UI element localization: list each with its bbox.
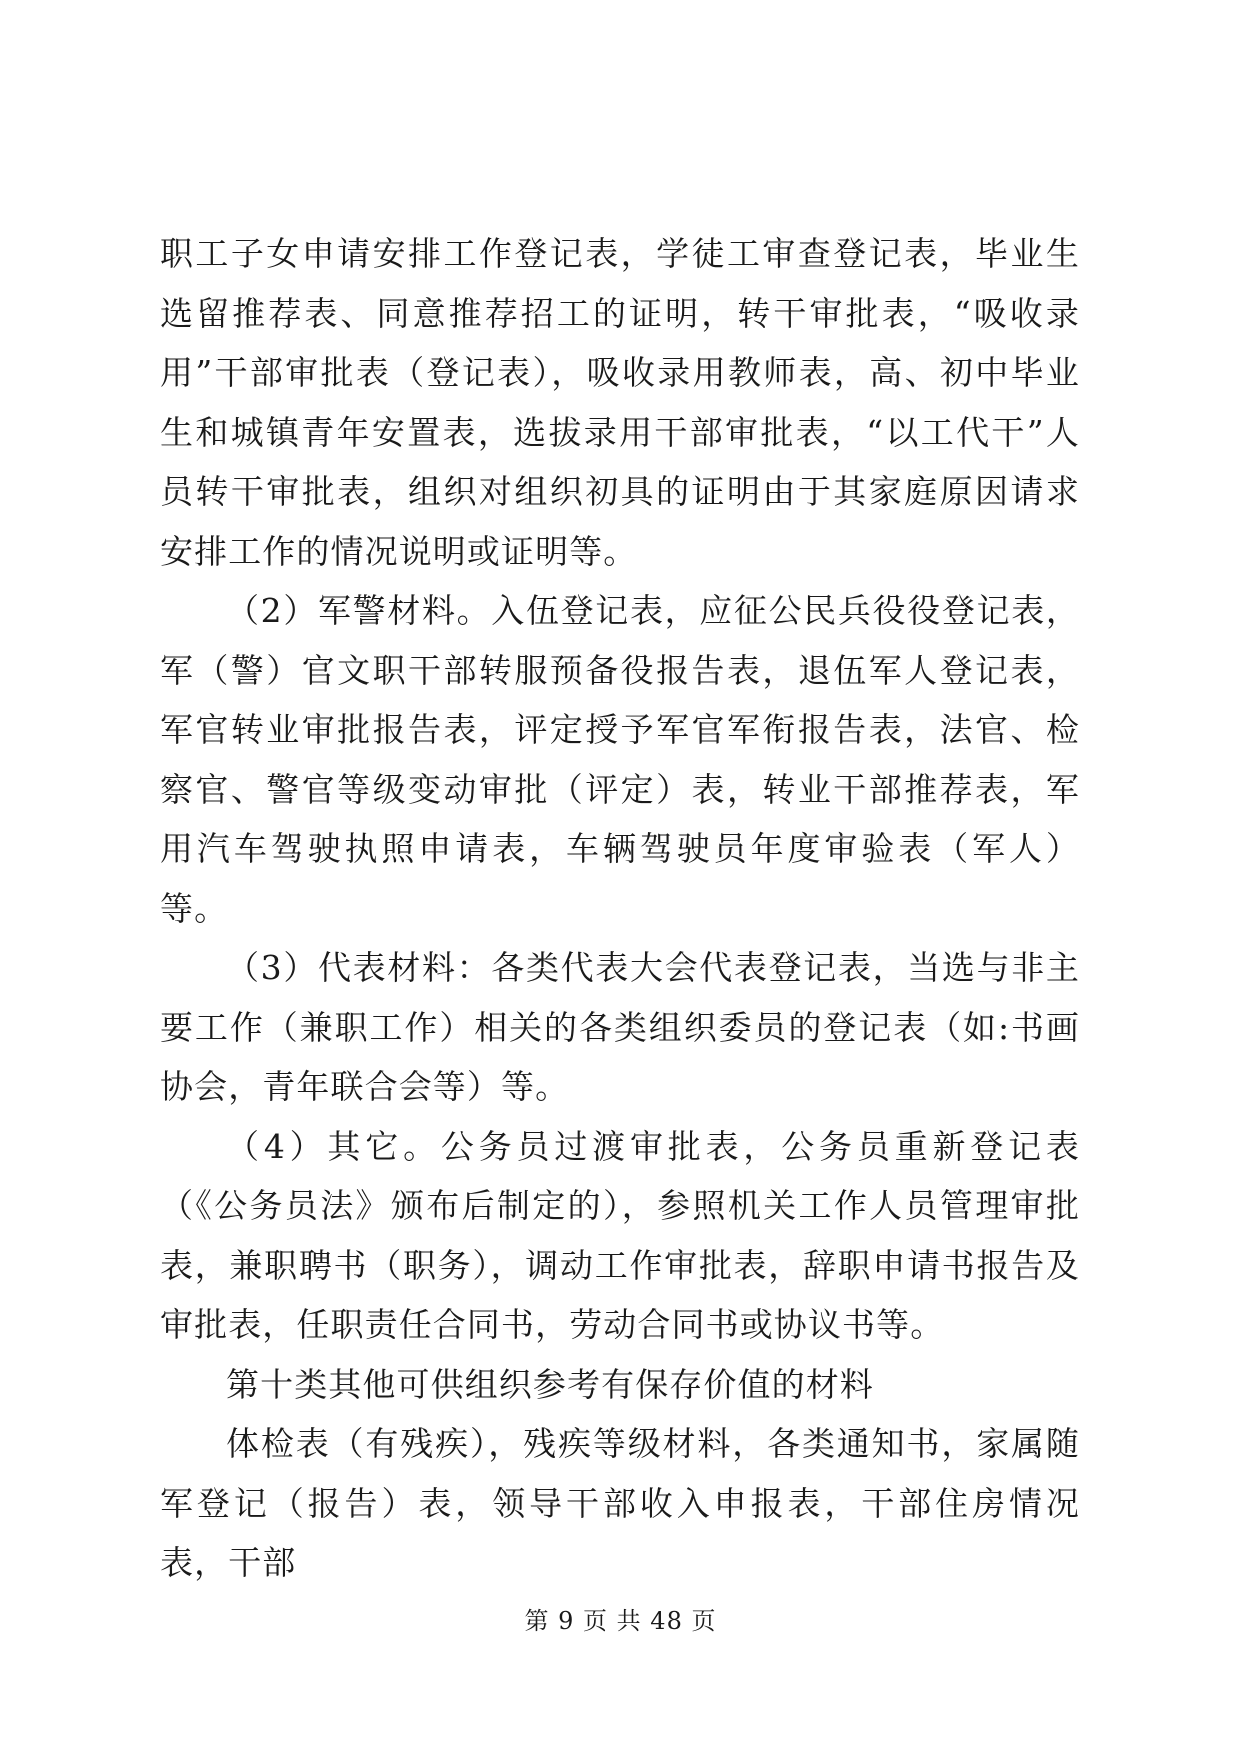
page-number-footer: 第 9 页 共 48 页 — [524, 1607, 717, 1635]
body-text — [160, 224, 1080, 1593]
section-heading-category-ten: 第十类其他可供组织参考有保存价值的材料 — [226, 1364, 874, 1404]
paragraph-category-ten-contents: 体检表（有残疾），残疾等级材料，各类通知书，家属随军登记（报告）表，领导干部收入申报表，干部住房情况表，干部 — [160, 1424, 1080, 1582]
paragraph-continued: 职工子女申请安排工作登记表，学徒工审查登记表，毕业生选留推荐表、同意推荐招工的证明，转干审批表，“吸收录用”干部审批表（登记表），吸收录用教师表，高、初中毕业生和城镇青年安置表，选拔录用干部审批表，“以工代干”人员转干审批表，组织对组织初具的证明由于其家庭原因请求安排工作的情况说明或证明等。 — [160, 234, 1080, 571]
paragraph-representative-materials: （3）代表材料：各类代表大会代表登记表，当选与非主要工作（兼职工作）相关的各类组织委员的登记表（如:书画协会，青年联合会等）等。 — [160, 948, 1080, 1106]
paragraph-other-materials: （4）其它。公务员过渡审批表，公务员重新登记表（《公务员法》颁布后制定的），参照机关工作人员管理审批表，兼职聘书（职务），调动工作审批表，辞职申请书报告及审批表，任职责任合同书，劳动合同书或协议书等。 — [160, 1126, 1080, 1344]
paragraph-military-police-materials: （2）军警材料。入伍登记表，应征公民兵役役登记表，军（警）官文职干部转服预备役报告表，退伍军人登记表，军官转业审批报告表，评定授予军官军衔报告表，法官、检察官、警官等级变动审批（评定）表，转业干部推荐表，军用汽车驾驶执照申请表，车辆驾驶员年度审验表（军人）等。 — [160, 591, 1080, 928]
